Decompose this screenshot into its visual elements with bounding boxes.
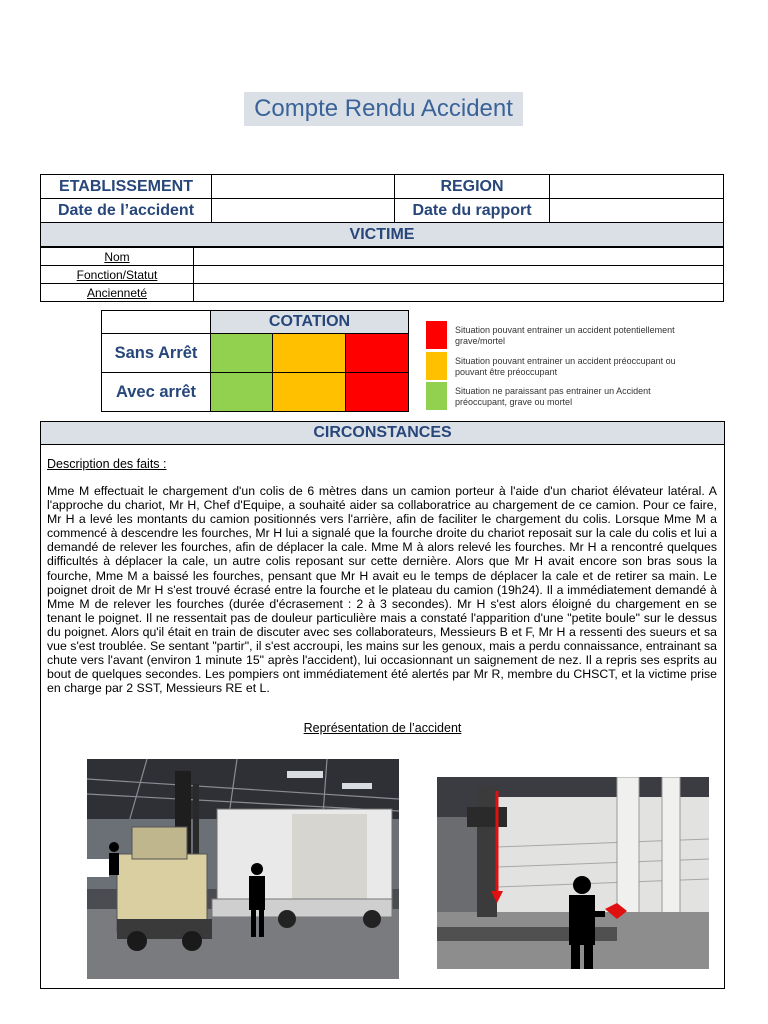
accident-photo-forklift	[87, 759, 399, 979]
circonstances-section	[40, 421, 725, 989]
description-text: Mme M effectuait le chargement d'un colis de 6 mètres dans un camion porteur à l'aide d'un chariot élévateur latéral. A l'approche du chariot, Mr H, Chef d'Equipe, a souhaité aider sa collaboratrice au chargement de ce camion. Pour ce faire, Mr H a levé les montants du camion positionnés vers l'arrière, afin de faciliter le chargement du colis. Lorsque Mme M a commencé à descendre les fourches, Mr H lui a signalé que la fourche droite du chariot reposait sur la cale du colis et lui a demandé de relever les fourches, afin de déplacer la cale. Mme M à alors relevé les fourches. Mr H a rencontré quelques difficultés à déplacer la cale, un autre colis reposant sur cette dernière. Alors que Mr H avait encore son bras sous la fourche, Mme M a baissé les fourches, pensant que Mr H avait eu le temps de déplacer la cale et de retirer sa main. Le poignet droit de Mr H s'est trouvé écrasé entre la fourche et le plateau du camion (19h24). Il a immédiatement demandé à Mme M de relever les fourches (durée d'écrasement : 2 à 3 secondes). Mr H s'est alors éloigné du chargement en se tenant le poignet. Il ne ressentait pas de douleur particulière mais a constaté l'apparition d'une "petite boule" sur le dessus du poignet. Alors qu'il était en train de discuter avec ses collaborateurs, Messieurs B et F, Mr H a ressenti des sueurs et sa vue s'est troublée. Se sentant "partir", il s'est accroupi, les mains sur les genoux, mais a perdu connaissance, entrainant sa chute vers l'avant (environ 1 minute 15" après l'accident), lui occasionnant un saignement de nez. Il a repris ses esprits au bout de quelques secondes. Les pompiers ont immédiatement été alertés par Mr R, membre du CHSCT, et la victime prise en charge par 2 SST, Messieurs RE et L.	[47, 484, 717, 696]
page-title: Compte Rendu Accident	[244, 92, 523, 126]
anciennete-value[interactable]	[194, 284, 724, 302]
avec-arret-green-cell[interactable]	[211, 373, 273, 412]
etablissement-label: ETABLISSEMENT	[41, 175, 212, 199]
etablissement-value[interactable]	[212, 175, 395, 199]
representation-heading: Représentation de l’accident	[303, 721, 462, 735]
avec-arret-orange-cell[interactable]	[273, 373, 346, 412]
victime-header: VICTIME	[41, 223, 724, 247]
circonstances-header: CIRCONSTANCES	[41, 422, 724, 445]
sans-arret-label: Sans Arrêt	[102, 334, 211, 373]
cotation-header: COTATION	[211, 311, 409, 334]
date-accident-label: Date de l’accident	[41, 199, 212, 223]
region-label: REGION	[395, 175, 550, 199]
accident-photo-fork-detail	[437, 777, 709, 969]
date-rapport-value[interactable]	[550, 199, 724, 223]
sans-arret-green-cell[interactable]	[211, 334, 273, 373]
date-rapport-label: Date du rapport	[395, 199, 550, 223]
sans-arret-orange-cell[interactable]	[273, 334, 346, 373]
fonction-value[interactable]	[194, 266, 724, 284]
legend-item-green	[426, 382, 676, 410]
legend-orange-text: Situation pouvant entrainer un accident préoccupant ou pouvant être préoccupant	[455, 356, 676, 377]
region-value[interactable]	[550, 175, 724, 199]
legend-orange-swatch	[426, 352, 447, 380]
cotation-corner	[102, 311, 211, 334]
anciennete-label: Ancienneté	[41, 284, 194, 302]
nom-label: Nom	[41, 248, 194, 266]
victime-table	[40, 247, 724, 302]
legend-red-text: Situation pouvant entrainer un accident potentiellement grave/mortel	[455, 325, 675, 346]
description-heading: Description des faits :	[47, 457, 167, 471]
avec-arret-red-cell[interactable]	[346, 373, 409, 412]
legend-item-red	[426, 321, 676, 349]
avec-arret-label: Avec arrêt	[102, 373, 211, 412]
nom-value[interactable]	[194, 248, 724, 266]
info-table	[40, 174, 724, 247]
legend-green-swatch	[426, 382, 447, 410]
legend-green-text: Situation ne paraissant pas entrainer un Accident préoccupant, grave ou mortel	[455, 386, 651, 407]
legend-red-swatch	[426, 321, 447, 349]
legend-item-orange	[426, 352, 676, 380]
date-accident-value[interactable]	[212, 199, 395, 223]
sans-arret-red-cell[interactable]	[346, 334, 409, 373]
fonction-label: Fonction/Statut	[41, 266, 194, 284]
cotation-table	[101, 310, 409, 412]
